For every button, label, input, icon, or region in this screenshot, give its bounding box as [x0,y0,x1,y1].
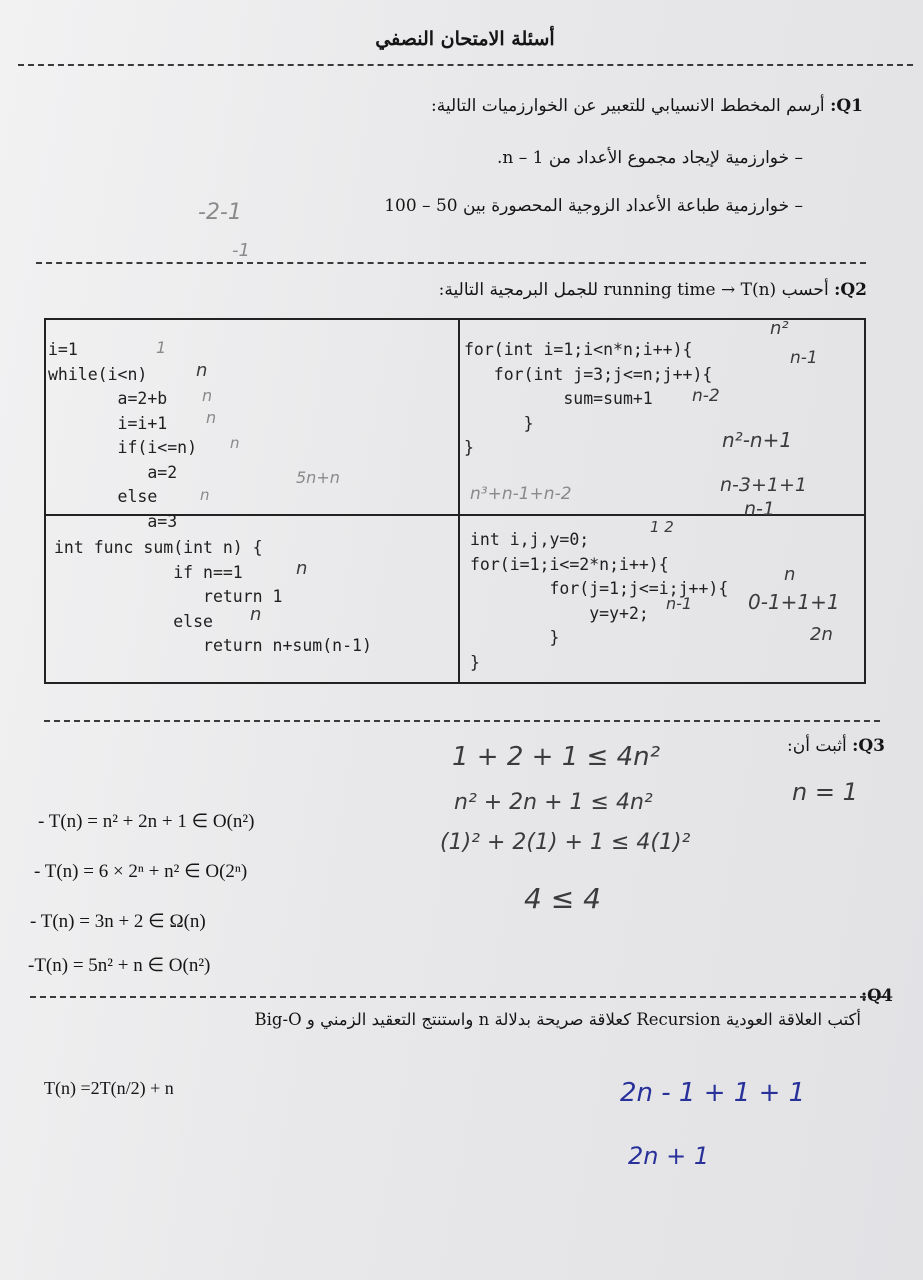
handwritten-work: 1 + 2 + 1 ≤ 4n² [452,742,661,772]
q1-item-1: – خوارزمية لإيجاد مجموع الأعداد من 1 – n. [496,148,803,168]
handwritten-note: n [250,604,262,625]
handwritten-note: n [200,486,210,504]
handwritten-note: n³+n-1+n-2 [470,484,572,504]
handwritten-note: n-2 [692,386,720,406]
handwritten-note: n-3+1+1 [720,474,808,496]
code-block-top-left: i=1 while(i<n) a=2+b i=i+1 if(i<=n) a=2 else a=3 [48,340,198,531]
handwritten-work: n = 1 [792,778,858,806]
q3-item-1: - T(n) = n² + 2n + 1 ∈ O(n²) [38,811,255,832]
handwritten-answer: 2n - 1 + 1 + 1 [620,1078,806,1108]
q4-label: Q4: [861,986,893,1005]
handwritten-note: n-1 [666,594,693,613]
q1-label: Q1: [830,96,863,116]
handwritten-note: 1 [156,338,167,357]
handwritten-answer: 2n + 1 [628,1142,710,1170]
code-block-bottom-left: int func sum(int n) { if n==1 return 1 else return n+sum(n-1) [54,538,372,655]
handwritten-note: 1 2 [650,518,674,536]
handwritten-note: n [296,558,308,579]
q4-text: أكتب العلاقة العودية Recursion كعلاقة صريحة بدلالة n واستنتج التعقيد الزمني و Big-O [254,1010,861,1029]
handwritten-note: n [784,564,796,585]
handwritten-note: n [206,408,217,427]
divider [30,996,886,998]
handwritten-note: n² [770,318,789,339]
divider [18,64,913,66]
handwritten-note: n [202,386,213,405]
handwritten-note: n²-n+1 [722,428,793,452]
q4-heading [861,986,893,1005]
handwritten-note: n [230,434,240,452]
code-table [44,318,866,684]
q3-item-2: - T(n) = 6 × 2ⁿ + n² ∈ O(2ⁿ) [34,861,248,882]
q3-text: أثبت أن: [787,736,847,756]
q3-label: Q3: [852,736,885,756]
handwritten-note: 0-1+1+1 [748,590,840,614]
q3-item-4: -T(n) = 5n² + n ∈ O(n²) [28,955,211,976]
code-block-top-right: for(int i=1;i<n*n;i++){ for(int j=3;j<=n;j++){ sum=sum+1 } } [464,340,713,457]
q1-item-2: – خوارزمية طباعة الأعداد الزوجية المحصورة بين 50 – 100 [384,196,803,216]
q2-heading [439,280,867,300]
handwritten-note: n [196,360,208,381]
page-title: أسئلة الامتحان النصفي [375,28,555,50]
divider [44,720,880,722]
handwritten-note: -2-1 [198,200,242,225]
divider [36,262,866,264]
handwritten-note: n-1 [790,348,818,368]
q3-item-3: - T(n) = 3n + 2 ∈ Ω(n) [30,911,206,932]
code-block-bottom-right: int i,j,y=0; for(i=1;i<=2*n;i++){ for(j=1;j<=i;j++){ y=y+2; } } [470,530,729,672]
q4-formula: T(n) =2T(n/2) + n [44,1078,174,1098]
handwritten-note: 5n+n [296,468,340,487]
q2-text: أحسب running time → T(n) للجمل البرمجية التالية: [438,280,829,300]
table-divider [458,320,460,682]
handwritten-work: 4 ≤ 4 [524,882,601,915]
handwritten-note: n-1 [744,498,775,520]
q3-heading [787,736,885,756]
handwritten-work: n² + 2n + 1 ≤ 4n² [454,790,653,815]
handwritten-work: (1)² + 2(1) + 1 ≤ 4(1)² [440,830,691,855]
q2-label: Q2: [834,280,867,300]
q1-text: أرسم المخطط الانسيابي للتعبير عن الخوارزميات التالية: [430,96,825,116]
q1-heading [431,96,863,116]
handwritten-note: 2n [810,624,833,645]
handwritten-note: -1 [232,240,250,261]
